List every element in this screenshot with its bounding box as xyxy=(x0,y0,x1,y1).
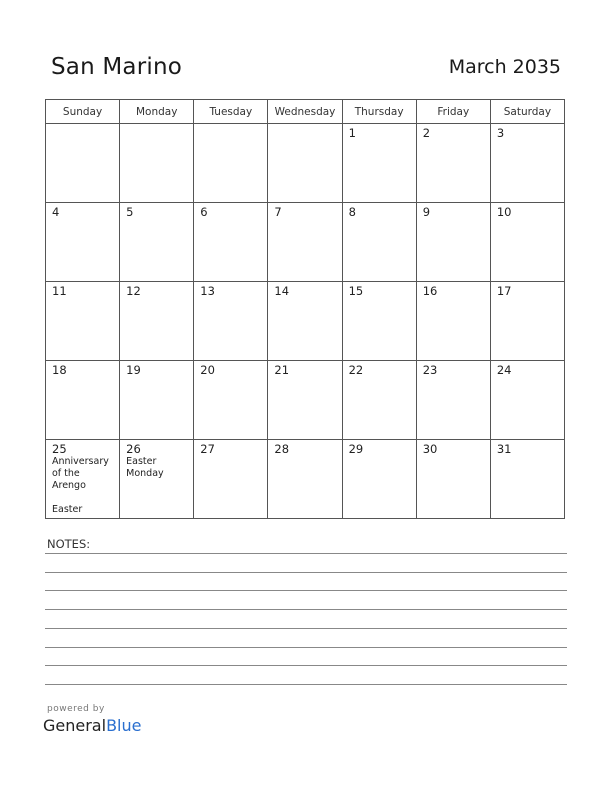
day-cell xyxy=(416,124,490,203)
day-number: 22 xyxy=(348,363,364,377)
weekday-header: Sunday xyxy=(46,100,120,124)
day-cell xyxy=(46,361,120,440)
week-row xyxy=(46,124,565,203)
day-cell xyxy=(120,124,194,203)
generalblue-logo xyxy=(43,716,141,735)
day-cell xyxy=(342,361,416,440)
day-number: 26 xyxy=(126,442,141,456)
weekday-header: Thursday xyxy=(342,100,416,124)
day-number: 15 xyxy=(348,284,364,298)
day-cell xyxy=(342,203,416,282)
day-cell xyxy=(268,203,342,282)
day-cell xyxy=(416,440,490,519)
weekday-header: Tuesday xyxy=(194,100,268,124)
day-number: 10 xyxy=(496,205,512,219)
day-cell xyxy=(268,282,342,361)
day-number: 21 xyxy=(274,363,290,377)
day-number: 30 xyxy=(422,442,438,456)
day-number: 8 xyxy=(348,205,356,219)
day-number: 20 xyxy=(200,363,215,377)
day-cell xyxy=(46,282,120,361)
day-cell xyxy=(120,440,194,519)
notes-label: NOTES: xyxy=(47,537,91,551)
day-number: 7 xyxy=(274,205,282,219)
note-line xyxy=(45,553,567,554)
day-cell xyxy=(268,361,342,440)
calendar-grid xyxy=(45,99,565,519)
day-cell xyxy=(194,440,268,519)
week-row xyxy=(46,440,565,519)
calendar-country-title: San Marino xyxy=(51,54,183,80)
note-line xyxy=(45,628,567,629)
day-number: 18 xyxy=(52,363,67,377)
brand-blue: Blue xyxy=(106,716,142,735)
brand-general: General xyxy=(43,716,107,735)
day-number: 12 xyxy=(126,284,141,298)
holiday-label: Easter xyxy=(52,504,83,515)
day-cell xyxy=(416,203,490,282)
day-number: 16 xyxy=(422,284,438,298)
day-cell xyxy=(490,440,564,519)
note-line xyxy=(45,665,567,666)
day-cell xyxy=(490,282,564,361)
day-cell xyxy=(46,203,120,282)
day-number: 29 xyxy=(348,442,364,456)
holiday-label: Anniversary of the Arengo xyxy=(52,456,109,491)
weekday-header: Friday xyxy=(416,100,490,124)
day-number: 6 xyxy=(200,205,208,219)
day-number: 11 xyxy=(52,284,67,298)
day-cell xyxy=(120,203,194,282)
day-number: 24 xyxy=(496,363,512,377)
note-line xyxy=(45,647,567,648)
day-cell xyxy=(490,124,564,203)
day-number: 19 xyxy=(126,363,141,377)
week-row xyxy=(46,282,565,361)
day-cell xyxy=(46,440,120,519)
weekday-header-row xyxy=(46,100,565,124)
day-cell xyxy=(342,124,416,203)
day-number: 14 xyxy=(274,284,290,298)
day-number: 4 xyxy=(52,205,60,219)
day-cell xyxy=(342,282,416,361)
day-number: 3 xyxy=(496,126,505,140)
day-number: 31 xyxy=(496,442,512,456)
day-cell xyxy=(342,440,416,519)
day-cell xyxy=(268,124,342,203)
day-number: 25 xyxy=(52,442,67,456)
day-number: 13 xyxy=(200,284,215,298)
day-cell xyxy=(120,282,194,361)
weekday-header: Saturday xyxy=(490,100,564,124)
day-number: 1 xyxy=(348,126,356,140)
day-cell xyxy=(416,361,490,440)
note-line xyxy=(45,684,567,685)
day-number: 23 xyxy=(422,363,438,377)
day-cell xyxy=(490,203,564,282)
day-cell xyxy=(120,361,194,440)
day-cell xyxy=(490,361,564,440)
day-number: 28 xyxy=(274,442,290,456)
week-row xyxy=(46,361,565,440)
note-line xyxy=(45,590,567,591)
day-number: 2 xyxy=(422,126,431,140)
day-cell xyxy=(46,124,120,203)
day-cell xyxy=(194,124,268,203)
day-cell xyxy=(194,282,268,361)
holiday-label: Easter Monday xyxy=(126,456,164,479)
week-row xyxy=(46,203,565,282)
weekday-header: Wednesday xyxy=(268,100,342,124)
calendar-month-year: March 2035 xyxy=(448,56,561,78)
powered-by-text: powered by xyxy=(47,704,105,714)
day-number: 5 xyxy=(126,205,134,219)
day-cell xyxy=(416,282,490,361)
day-number: 9 xyxy=(422,205,431,219)
note-line xyxy=(45,572,567,573)
day-cell xyxy=(194,203,268,282)
day-cell xyxy=(194,361,268,440)
day-cell xyxy=(268,440,342,519)
day-number: 17 xyxy=(496,284,512,298)
weekday-header: Monday xyxy=(120,100,194,124)
day-number: 27 xyxy=(200,442,215,456)
note-line xyxy=(45,609,567,610)
